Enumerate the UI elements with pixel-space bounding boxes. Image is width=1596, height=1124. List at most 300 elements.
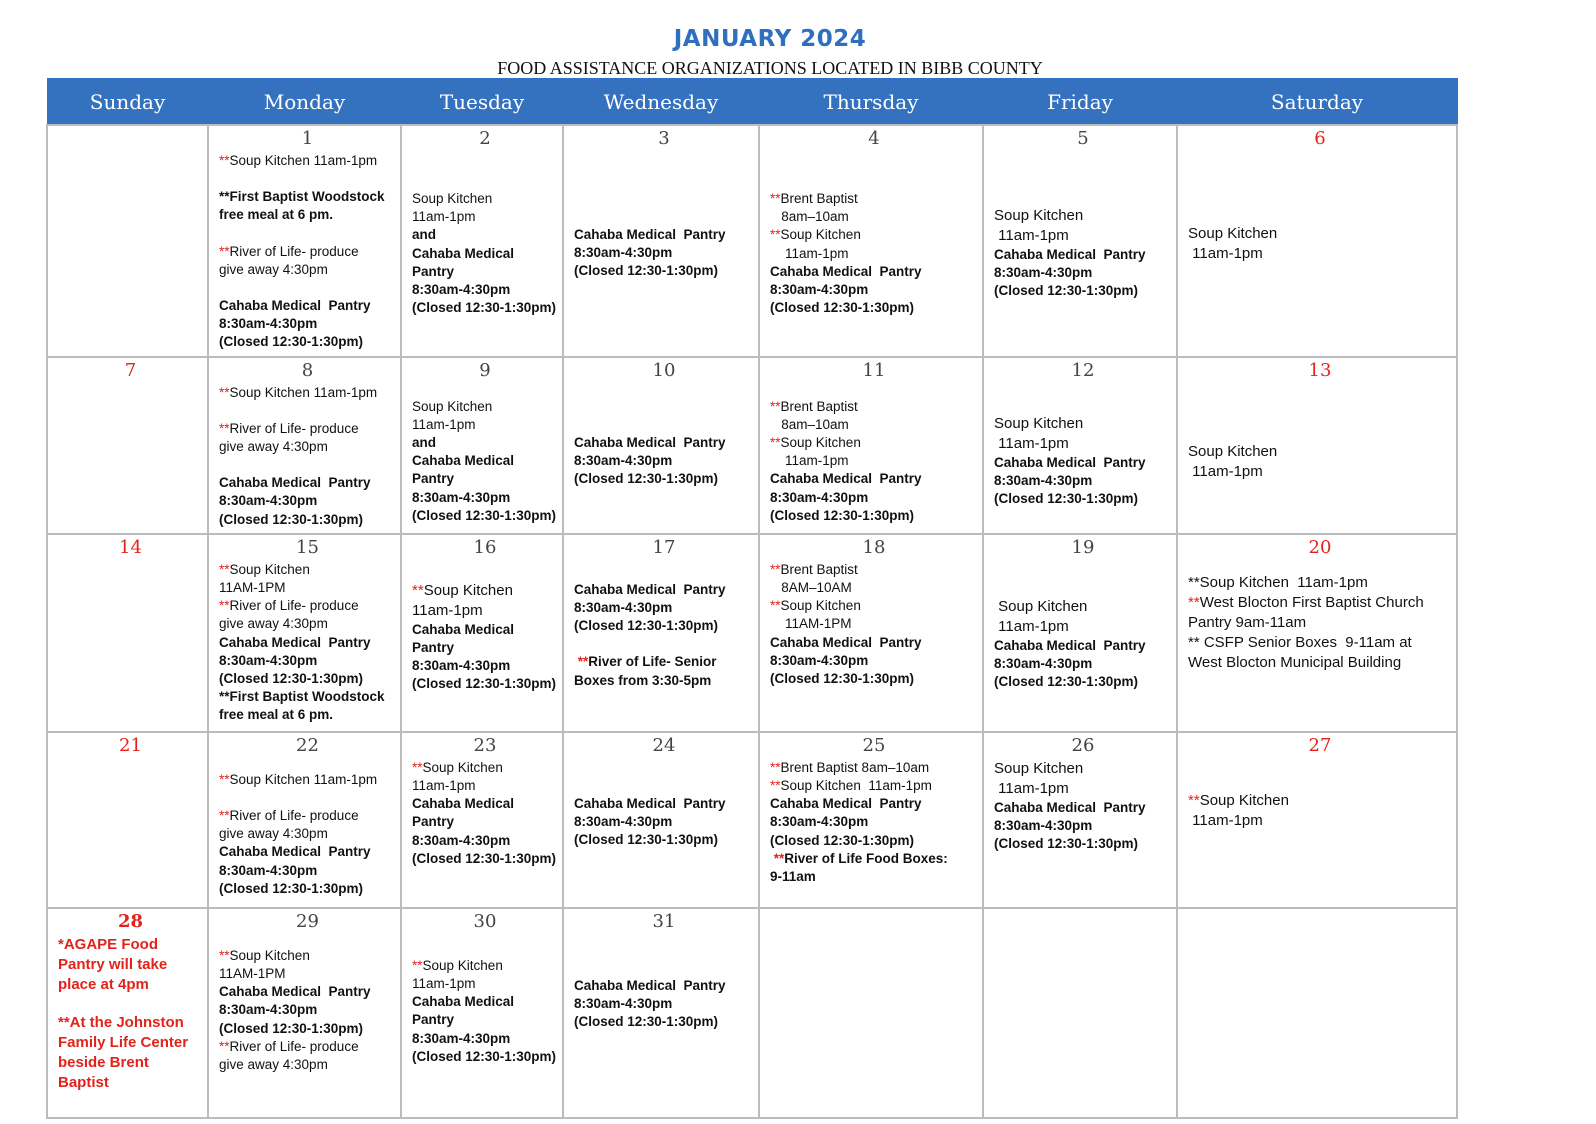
spacer: [1188, 759, 1452, 791]
event-line: [770, 263, 978, 281]
weekday-friday: Friday: [983, 79, 1177, 126]
day-cell-22: [208, 732, 401, 908]
event-text: Cahaba Medical Pantry: [219, 298, 371, 314]
event-line: [58, 955, 203, 975]
spacer: [770, 384, 978, 398]
day-number: 31: [652, 910, 676, 932]
event-line: [219, 420, 396, 438]
week-row: [47, 908, 1457, 1118]
event-text: Baptist: [58, 1073, 109, 1091]
day-cell-17: [563, 534, 759, 732]
event-line: [412, 993, 558, 1011]
day-cell-24: [563, 732, 759, 908]
line-gap: [219, 279, 396, 297]
weekday-monday: Monday: [208, 79, 401, 126]
event-text: 8:30am-4:30pm: [770, 282, 869, 298]
event-line: [994, 206, 1172, 226]
event-line: [574, 226, 754, 244]
event-text: 11am-1pm: [770, 453, 849, 469]
event-line: [994, 282, 1172, 300]
event-text: 8:30am-4:30pm: [994, 818, 1093, 834]
event-line: [219, 474, 396, 492]
event-text: give away 4:30pm: [219, 616, 328, 632]
day-cell-20: [1177, 534, 1457, 732]
event-line: [58, 1053, 203, 1073]
day-cell-14: [47, 534, 208, 732]
day-number: 19: [1071, 536, 1095, 558]
event-text: place at 4pm: [58, 975, 149, 993]
event-text: (Closed 12:30-1:30pm): [574, 263, 719, 279]
event-line: [574, 617, 754, 635]
event-text: (Closed 12:30-1:30pm): [219, 671, 364, 687]
day-number: 5: [1077, 128, 1089, 149]
day-number: 11: [862, 359, 886, 381]
spacer: [770, 152, 978, 190]
event-text: 8am–10am: [770, 209, 849, 225]
event-line: [219, 261, 396, 279]
event-text: Soup Kitchen: [780, 435, 861, 451]
day-cell-19: [983, 534, 1177, 732]
event-line: [219, 1056, 396, 1074]
event-text: Soup Kitchen: [994, 414, 1084, 432]
event-text: Soup Kitchen: [994, 759, 1084, 777]
event-text: 8:30am-4:30pm: [770, 814, 869, 830]
event-text: Soup Kitchen: [229, 947, 310, 963]
event-text: Soup Kitchen: [423, 581, 513, 599]
event-line: [412, 675, 558, 693]
event-line: [574, 599, 754, 617]
event-line: [994, 490, 1172, 508]
day-number: 1: [301, 128, 314, 149]
asterisk-marker: **: [770, 398, 781, 414]
event-text: Pantry: [412, 814, 455, 830]
event-text: Cahaba Medical Pantry: [574, 227, 726, 242]
event-text: 8:30am-4:30pm: [574, 996, 673, 1012]
asterisk-marker: **: [219, 420, 230, 436]
asterisk-marker: **: [219, 384, 230, 400]
event-text: 11am-1pm: [994, 227, 1069, 244]
event-line: [1188, 224, 1452, 244]
event-line: [412, 601, 558, 621]
event-line: [219, 315, 396, 333]
asterisk-marker: **: [770, 759, 781, 775]
line-gap: [219, 402, 396, 420]
event-line: [412, 489, 558, 507]
event-text: 9-11am: [770, 869, 816, 885]
weekday-header-row: [47, 79, 1457, 126]
page-title: JANUARY 2024: [673, 26, 867, 52]
event-line: [770, 245, 978, 263]
empty-day-cell: [983, 908, 1177, 1118]
event-text: Brent Baptist: [780, 561, 858, 577]
asterisk-marker: **: [219, 947, 230, 963]
event-text: **First Baptist Woodstock: [219, 189, 385, 205]
event-line: [219, 688, 396, 706]
day-number: 17: [652, 536, 676, 558]
event-text: Soup Kitchen: [994, 207, 1084, 224]
day-number: 20: [1308, 536, 1332, 558]
asterisk-marker: **: [1188, 791, 1200, 809]
event-text: River of Life- produce: [229, 808, 359, 824]
event-text: 8:30am-4:30pm: [574, 452, 673, 468]
day-cell-16: [401, 534, 563, 732]
event-line: [412, 777, 558, 795]
event-line: [770, 398, 978, 416]
event-line: [219, 880, 396, 898]
line-gap: [219, 456, 396, 474]
spacer: [574, 384, 754, 434]
week-row: [47, 357, 1457, 534]
asterisk-marker: **: [770, 598, 781, 614]
event-text: Cahaba Medical Pantry: [219, 475, 371, 491]
line-gap: [219, 789, 396, 807]
event-line: [412, 832, 558, 850]
asterisk-marker: **: [219, 598, 230, 614]
event-line: [219, 579, 396, 597]
event-text: (Closed 12:30-1:30pm): [994, 674, 1139, 690]
event-line: [412, 850, 558, 868]
event-line: [219, 206, 396, 224]
event-text: Soup Kitchen: [780, 227, 861, 243]
event-text: (Closed 12:30-1:30pm): [219, 880, 364, 896]
event-text: 11am-1pm: [770, 245, 849, 261]
empty-day-cell: [47, 125, 208, 357]
event-text: 11am-1pm: [994, 779, 1069, 797]
event-text: (Closed 12:30-1:30pm): [994, 491, 1139, 507]
day-number: 30: [473, 910, 497, 932]
event-text: 11AM-1PM: [219, 580, 286, 596]
event-line: [770, 670, 978, 688]
event-line: [1188, 573, 1452, 593]
event-line: [1188, 442, 1452, 462]
event-line: [412, 226, 558, 244]
event-line: [412, 759, 558, 777]
event-line: [574, 672, 754, 690]
event-text: Pantry: [412, 263, 455, 279]
event-text: (Closed 12:30-1:30pm): [574, 618, 719, 634]
asterisk-marker: **: [770, 435, 781, 451]
asterisk-marker: **: [219, 808, 230, 824]
event-text: 11am-1pm: [1188, 245, 1263, 262]
event-text: free meal at 6 pm.: [219, 707, 334, 723]
event-line: [994, 817, 1172, 835]
asterisk-marker: **: [412, 581, 424, 599]
event-line: [770, 579, 978, 597]
spacer: [994, 561, 1172, 597]
event-line: [770, 615, 978, 633]
event-line: [219, 825, 396, 843]
spacer: [219, 759, 396, 771]
asterisk-marker: **: [770, 561, 781, 577]
event-text: (Closed 12:30-1:30pm): [412, 850, 557, 866]
event-text: (Closed 12:30-1:30pm): [770, 671, 915, 687]
event-text: and: [412, 435, 437, 451]
asterisk-marker: **: [770, 778, 781, 794]
event-text: (Closed 12:30-1:30pm): [770, 300, 915, 316]
event-line: [770, 452, 978, 470]
event-text: 8:30am-4:30pm: [412, 489, 511, 505]
event-text: 8:30am-4:30pm: [412, 282, 511, 298]
day-number: 29: [296, 910, 319, 932]
event-line: [574, 434, 754, 452]
event-text: Cahaba Medical Pantry: [994, 637, 1146, 653]
day-number: 14: [119, 536, 142, 558]
spacer: [219, 935, 396, 947]
event-line: [770, 507, 978, 525]
event-text: Cahaba Medical: [412, 245, 515, 261]
asterisk-marker: **: [219, 1038, 230, 1054]
day-cell-8: [208, 357, 401, 534]
event-line: [58, 1013, 203, 1033]
event-line: [412, 208, 558, 226]
page-subtitle: FOOD ASSISTANCE ORGANIZATIONS LOCATED IN BIBB COUNTY: [497, 58, 1043, 78]
event-line: [58, 1073, 203, 1093]
weekday-tuesday: Tuesday: [401, 79, 563, 126]
event-line: [219, 1001, 396, 1019]
event-line: [219, 947, 396, 965]
event-text: 11AM-1PM: [770, 616, 852, 632]
event-line: [412, 639, 558, 657]
week-row: [47, 125, 1457, 357]
event-line: [219, 597, 396, 615]
event-text: Boxes from 3:30-5pm: [574, 672, 712, 688]
event-line: [770, 299, 978, 317]
day-cell-1: [208, 125, 401, 357]
day-cell-11: [759, 357, 983, 534]
line-gap: [58, 995, 203, 1013]
event-text: (Closed 12:30-1:30pm): [574, 832, 719, 848]
week-row: [47, 534, 1457, 732]
event-text: Soup Kitchen: [422, 759, 503, 775]
weekday-saturday: Saturday: [1177, 79, 1457, 126]
event-text: (Closed 12:30-1:30pm): [994, 836, 1139, 852]
event-line: [994, 597, 1172, 617]
event-line: [412, 813, 558, 831]
event-text: 8:30am-4:30pm: [412, 1030, 511, 1046]
day-cell-30: [401, 908, 563, 1118]
event-text: (Closed 12:30-1:30pm): [412, 676, 557, 692]
event-text: River of Life- Senior: [588, 654, 717, 670]
event-line: [58, 1033, 203, 1053]
event-text: Family Life Center: [58, 1033, 189, 1051]
event-line: [994, 454, 1172, 472]
event-text: Soup Kitchen: [994, 597, 1088, 615]
event-line: [1188, 791, 1452, 811]
event-text: 8:30am-4:30pm: [219, 1002, 318, 1018]
event-text: Cahaba Medical Pantry: [574, 977, 726, 993]
event-text: 8:30am-4:30pm: [219, 652, 318, 668]
event-text: Pantry: [412, 640, 455, 656]
calendar-body: [47, 125, 1457, 1118]
event-text: Soup Kitchen 11am-1pm: [229, 153, 378, 168]
event-line: [412, 434, 558, 452]
event-text: (Closed 12:30-1:30pm): [412, 1048, 557, 1064]
event-text: 8:30am-4:30pm: [574, 600, 673, 616]
day-number: 10: [652, 359, 676, 381]
event-text: Pantry: [412, 471, 455, 487]
event-text: 11am-1pm: [994, 617, 1069, 635]
event-text: (Closed 12:30-1:30pm): [770, 832, 915, 848]
event-line: [1188, 613, 1452, 633]
event-line: [219, 511, 396, 529]
day-cell-3: [563, 125, 759, 357]
day-cell-31: [563, 908, 759, 1118]
event-line: [412, 657, 558, 675]
event-line: [412, 1048, 558, 1066]
event-line: [412, 621, 558, 639]
event-line: [574, 977, 754, 995]
spacer: [412, 561, 558, 581]
day-number: 8: [301, 359, 314, 381]
event-line: [219, 652, 396, 670]
event-line: [994, 655, 1172, 673]
event-text: 8:30am-4:30pm: [994, 265, 1093, 281]
event-text: **At the Johnston: [58, 1013, 184, 1031]
event-line: [574, 581, 754, 599]
event-text: West Blocton First Baptist Church: [1199, 593, 1424, 611]
weekday-wednesday: Wednesday: [563, 79, 759, 126]
event-line: [219, 297, 396, 315]
event-text: Soup Kitchen 11am-1pm: [229, 384, 378, 400]
day-number: 13: [1308, 359, 1332, 381]
day-number: 22: [296, 734, 319, 756]
event-line: [412, 1011, 558, 1029]
event-text: Soup Kitchen: [229, 561, 310, 577]
event-line: [219, 615, 396, 633]
event-text: give away 4:30pm: [219, 826, 328, 842]
event-text: 8:30am-4:30pm: [412, 658, 511, 674]
event-text: 8:30am-4:30pm: [770, 652, 869, 668]
event-line: [58, 975, 203, 995]
event-line: [219, 384, 396, 402]
day-cell-15: [208, 534, 401, 732]
day-cell-10: [563, 357, 759, 534]
event-line: [574, 470, 754, 488]
event-text: (Closed 12:30-1:30pm): [219, 1020, 364, 1036]
event-text: (Closed 12:30-1:30pm): [412, 300, 557, 316]
event-line: [412, 470, 558, 488]
event-line: [994, 617, 1172, 637]
event-line: [58, 935, 203, 955]
event-text: Brent Baptist 8am–10am: [780, 759, 930, 775]
event-line: [412, 299, 558, 317]
event-text: (Closed 12:30-1:30pm): [412, 507, 557, 523]
calendar-grid: [46, 78, 1458, 1119]
event-text: and: [412, 227, 437, 243]
event-line: [574, 244, 754, 262]
event-line: [574, 653, 754, 671]
event-line: [574, 831, 754, 849]
event-text: Cahaba Medical Pantry: [770, 471, 922, 487]
day-number: 28: [117, 910, 144, 932]
weekday-thursday: Thursday: [759, 79, 983, 126]
event-text: Soup Kitchen: [422, 957, 503, 973]
event-line: [219, 843, 396, 861]
event-line: [219, 771, 396, 789]
event-text: Cahaba Medical Pantry: [574, 434, 726, 450]
event-text: Soup Kitchen: [412, 191, 493, 206]
day-cell-28: [47, 908, 208, 1118]
event-text: Pantry 9am-11am: [1188, 613, 1307, 631]
event-text: beside Brent: [58, 1053, 149, 1071]
event-text: 8:30am-4:30pm: [574, 814, 673, 830]
event-line: [412, 190, 558, 208]
event-line: [412, 245, 558, 263]
event-text: Soup Kitchen: [412, 398, 493, 414]
asterisk-marker: **: [412, 957, 423, 973]
day-cell-12: [983, 357, 1177, 534]
event-line: [1188, 633, 1452, 653]
event-text: **First Baptist Woodstock: [219, 689, 385, 705]
event-text: 11am-1pm: [1188, 811, 1263, 829]
day-number: 25: [862, 734, 886, 756]
event-line: [219, 492, 396, 510]
event-line: [219, 983, 396, 1001]
day-cell-5: [983, 125, 1177, 357]
event-text: 8:30am-4:30pm: [574, 245, 673, 261]
event-line: [770, 868, 978, 886]
event-text: Pantry: [412, 1012, 455, 1028]
event-text: Cahaba Medical Pantry: [770, 263, 922, 279]
day-cell-25: [759, 732, 983, 908]
event-line: [994, 226, 1172, 246]
event-text: Cahaba Medical Pantry: [219, 984, 371, 1000]
event-line: [412, 1030, 558, 1048]
asterisk-marker: **: [1188, 593, 1200, 611]
event-line: [770, 281, 978, 299]
event-text: River of Life Food Boxes:: [784, 850, 948, 866]
asterisk-marker: **: [770, 191, 781, 206]
event-line: [994, 246, 1172, 264]
event-line: [770, 652, 978, 670]
event-text: River of Life- produce: [229, 1038, 359, 1054]
day-number: 24: [652, 734, 676, 756]
event-line: [219, 706, 396, 724]
event-line: [412, 957, 558, 975]
event-text: Cahaba Medical Pantry: [994, 454, 1146, 470]
day-cell-26: [983, 732, 1177, 908]
event-text: 11am-1pm: [412, 601, 483, 619]
event-line: [219, 561, 396, 579]
line-gap: [219, 170, 396, 188]
spacer: [574, 152, 754, 226]
event-text: Cahaba Medical: [412, 621, 515, 637]
event-text: ** CSFP Senior Boxes 9-11am at: [1188, 633, 1412, 651]
event-line: [219, 1020, 396, 1038]
line-gap: [219, 225, 396, 243]
asterisk-marker: **: [219, 153, 230, 168]
day-cell-21: [47, 732, 208, 908]
event-line: [994, 779, 1172, 799]
event-text: (Closed 12:30-1:30pm): [574, 471, 719, 487]
event-line: [219, 188, 396, 206]
spacer: [574, 759, 754, 795]
event-line: [219, 634, 396, 652]
asterisk-marker: **: [219, 243, 230, 259]
day-cell-6: [1177, 125, 1457, 357]
spacer: [412, 152, 558, 190]
event-text: (Closed 12:30-1:30pm): [219, 334, 364, 350]
event-line: [1188, 593, 1452, 613]
event-line: [219, 333, 396, 351]
event-line: [412, 975, 558, 993]
event-text: **Soup Kitchen 11am-1pm: [1188, 573, 1368, 591]
event-text: *AGAPE Food: [58, 935, 158, 953]
event-text: Brent Baptist: [780, 398, 858, 414]
event-line: [994, 673, 1172, 691]
event-line: [770, 416, 978, 434]
event-text: (Closed 12:30-1:30pm): [770, 507, 915, 523]
